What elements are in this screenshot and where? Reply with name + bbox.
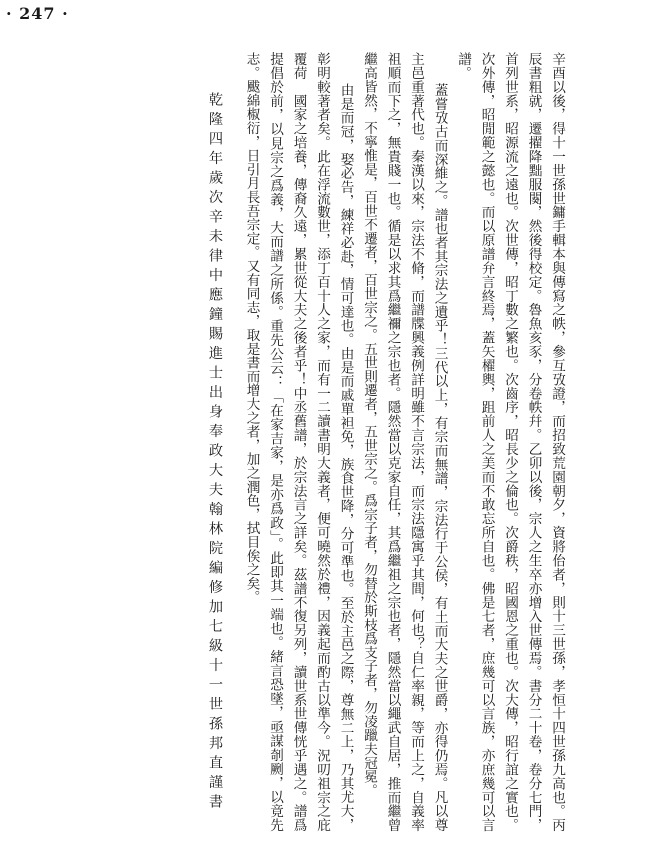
signature-line: 乾隆四年歲次辛未律中應鐘賜進士出身奉政大夫翰林院編修加七級十一世孫邦直謹書: [207, 92, 223, 814]
paragraph-clan-law: 蓋嘗攷古而深維之。譜也者其宗法之遺乎！三代以上，有宗而無譜，宗法行于公侯，有土而大夫之世爵，亦得仍焉。凡以尊主邑重著代也。秦漢以來，宗法不脩，而譜牒興義例詳明雖不言宗法，而宗法隱寓乎其間，何也？自仁率親，等而上之，自義率祖順而下之，無貴賤一也。循是以求其爲繼禰之宗也者。隱然當以克家自任，其爲繼祖之宗也者，隱然當以繩武自居，推而繼曾繼高皆然，不寧惟是，百世不遷者，百世宗之。五世則遷者，五世宗之。爲宗子者，勿替於斯枝爲支子者，勿凌躐夫冠冕。: [361, 52, 448, 832]
paragraph-compilation: 辛酉以後，得十一世孫世鏞手輯本與傳寫之帙，參互攷證，而招致荒園朝夕，資將佁者，則十三世孫，孝恒十四世孫九高也。丙辰書粗就，遷擢降黜服闋，然後得校定。魯魚亥豕，分卷帙幷。乙卯以後，宗人之生卒亦增入世傳焉。書分二十卷，卷分七門，首列世系，昭源流之遠也。次世傳，昭丁數之繁也。次齒序，昭長少之倫也。次爵秩，昭國恩之重也。次大傳，昭行誼之實也。次外傳，昭閒範之懿也。而以原譜弁言終焉，蓋矢櫂輿，跙前人之美而不敢忘所自也。佛是七者，庶幾可以言族，亦庶幾可以言譜。: [455, 52, 565, 832]
page-number: · 247 ·: [6, 4, 69, 23]
paragraph-conclusion: 由是而冠，娶必告，練祥必赴，情可達也。由是而戚單袒免，族食世降，分可準也。至於主邑之際，尊無二上，乃其尤大，彰明較著者矣。此在浮流數世，添丁百十人之家，而有一二讀書明大義者，便可曉然於禮，因義起而酌古以準今。況叨祖宗之庇覆荷 國家之培養，傳裔久遠，累世從大夫之後者乎！中丞舊譜，於宗法言之詳矣。茲譜不復另列，讀世系世傳恍乎遇之。譜爲提倡於前，以見宗之爲義，大而譜之所係。重先公云：「在家吉家，是亦爲政」。此即其一端也。緒言恐墜，亟謀剞劂，以竟先志。颰綿椒衍，日引月長吾宗定。又有同志，取是書而增大之者，加之潤色，拭目俟之矣。: [243, 52, 354, 832]
preface-text: [239, 52, 568, 832]
